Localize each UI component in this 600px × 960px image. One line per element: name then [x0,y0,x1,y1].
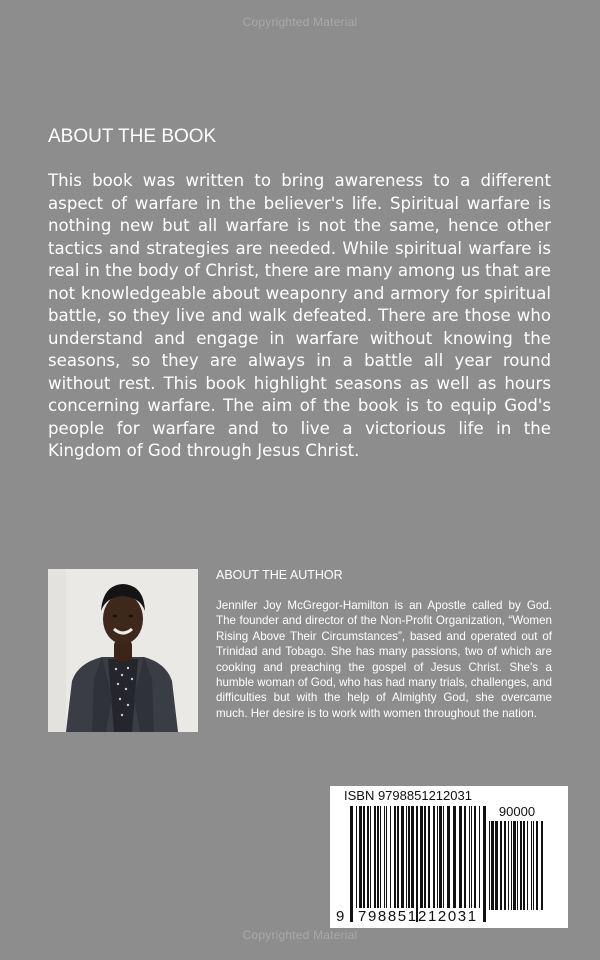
barcode-digit-group-left: 798851 [358,908,418,925]
barcode-bar [350,806,353,922]
barcode-bar [520,821,522,910]
barcode-bar [447,806,450,908]
barcode-bar [406,806,407,908]
barcode-bar [370,806,371,908]
barcode-bar [495,821,498,910]
barcode-bar [386,806,387,908]
barcode-bar [443,806,444,908]
barcode-bar [384,806,385,908]
watermark-bottom: Copyrighted Material [242,928,358,942]
isbn-barcode [330,786,568,928]
book-description: This book was written to bring awareness to a different aspect of warfare in the believer's life. Spiritual warfare is nothing new but all warfare is not the same, hence other tactics and strategies are needed. While spiritual warfare is real in the body of Christ, there are many among us that are not knowledgeable about weaponry and armory for spiritual battle, so they live and walk defeated. There are those who understand and engage in warfare without knowing the seasons, so they are always in a battle all year round without rest. This book highlight seasons as well as hours concerning warfare. The aim of the book is to equip God's people for warfare and to live a victorious life in the Kingdom of God through Jesus Christ. [48,171,551,460]
barcode-bar [523,821,525,910]
barcode-bar [408,806,410,908]
barcode-bar [453,806,456,908]
barcode-bar [508,821,509,910]
barcode-bar [437,806,438,908]
barcode-bar [428,806,430,908]
author-photo [48,569,198,732]
barcode-bar [359,806,362,908]
barcode-bar [424,806,426,908]
barcode-bar [517,821,518,910]
barcode-bar [536,821,538,910]
barcode-bar [541,821,543,910]
author-bio: Jennifer Joy McGregor-Hamilton is an Apostle called by God. The founder and director of the Non-Profit Organization, “Women Rising Above Their Circumstances”, based and operated out of Trinidad and Tobago. She has many passions, two of which are cooking and preaching the gospel of Jesus Christ. She's a humble woman of God, who has had many trials, challenges, and difficulties but with the help of Almighty God, she overcame much. Her desire is to work with women throughout the nation. [216,599,552,720]
barcode-bar [363,806,365,908]
barcode-bar [367,806,369,908]
barcode-bar [374,806,376,908]
addon-barcode-bars [489,821,547,924]
barcode-first-digit: 9 [336,908,345,925]
barcode-bar [500,821,502,910]
author-portrait-image [48,569,198,732]
barcode-bar [471,806,472,908]
barcode-bar [356,806,357,908]
barcode-bar [464,806,466,908]
barcode-bar [394,806,396,908]
addon-number: 90000 [498,804,536,819]
barcode-bar [513,821,516,910]
ean-barcode-bars [350,806,486,922]
watermark-top: Copyrighted Material [242,15,358,29]
barcode-bar [416,806,418,922]
barcode-bar [377,806,379,908]
barcode-bar [433,806,435,908]
barcode-bar [531,821,532,910]
barcode-bar [527,821,528,910]
barcode-bar [459,806,462,908]
barcode-bar [511,821,512,910]
barcode-bar [401,806,404,908]
barcode-digit-group-right: 212031 [418,908,478,925]
about-author-heading: ABOUT THE AUTHOR [216,568,343,582]
barcode-bar [489,821,490,910]
barcode-bar [479,806,480,908]
barcode-bar [491,821,494,910]
barcode-bar [439,806,442,908]
isbn-label: ISBN 9798851212031 [344,788,472,803]
barcode-bar [533,821,534,910]
barcode-bar [474,806,476,908]
barcode-bar [483,806,486,922]
about-book-heading: ABOUT THE BOOK [48,126,217,147]
barcode-bar [380,806,381,908]
barcode-bar [420,806,423,908]
barcode-bar [390,806,391,908]
barcode-bar [397,806,399,908]
barcode-bar [504,821,506,910]
barcode-bar [411,806,414,908]
barcode-bar [469,806,470,908]
